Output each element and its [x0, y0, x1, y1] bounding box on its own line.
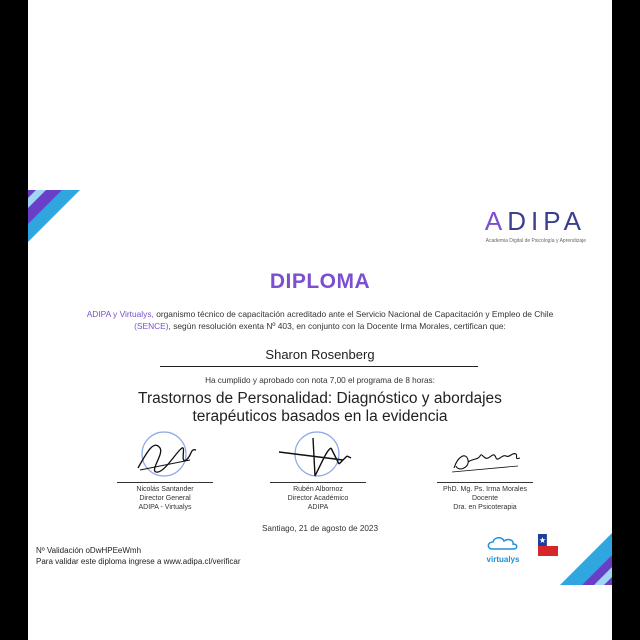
signature-block-academic-director: Rubén Albornoz Director Académico ADIPA [253, 430, 383, 512]
validation-info [36, 545, 241, 567]
approval-text: Ha cumplido y aprobado con nota 7,00 el programa de 8 horas: [205, 376, 435, 385]
validation-code: Nº Validación oDwHPEeWmh [36, 546, 142, 555]
validation-instruction: Para validar este diploma ingrese a www.adipa.cl/verificar [36, 557, 241, 566]
virtualys-logo: virtualys [478, 536, 528, 564]
recipient-name: Sharon Rosenberg [265, 347, 375, 362]
adipa-logo: ADIPA Academia Digital de Psicología y Aprendizaje [484, 206, 586, 244]
signature-block-director-general: Nicolás Santander Director General ADIPA - Virtualys [100, 430, 230, 512]
place-and-date: Santiago, 21 de agosto de 2023 [261, 524, 379, 533]
government-emblem-icon [538, 534, 558, 560]
signature-block-instructor: PhD. Mg. Ps. Irma Morales Docente Dra. en Psicoterapia [420, 430, 550, 512]
diploma-certificate [28, 190, 612, 585]
cloud-icon [486, 536, 520, 550]
certification-statement: ADIPA y Virtualys, organismo técnico de capacitación acreditado ante el Servicio Nacional de Capacitación y Empleo de Chile (SENCE), según resolución exenta Nº 403, en conjunto con la Docente Irma Morales, certifican que: [86, 309, 554, 331]
signature-morales [440, 430, 530, 482]
course-title: Trastornos de Personalidad: Diagnóstico y abordajes terapéuticos basados en la evidencia [138, 390, 502, 425]
signature-albornoz [273, 430, 363, 482]
signature-santander [120, 430, 210, 482]
corner-decoration-top-left [28, 190, 98, 260]
recipient-underline [160, 366, 478, 367]
diploma-title: DIPLOMA [269, 270, 371, 293]
logo-subtitle: Academia Digital de Psicología y Aprendizaje [485, 238, 586, 244]
